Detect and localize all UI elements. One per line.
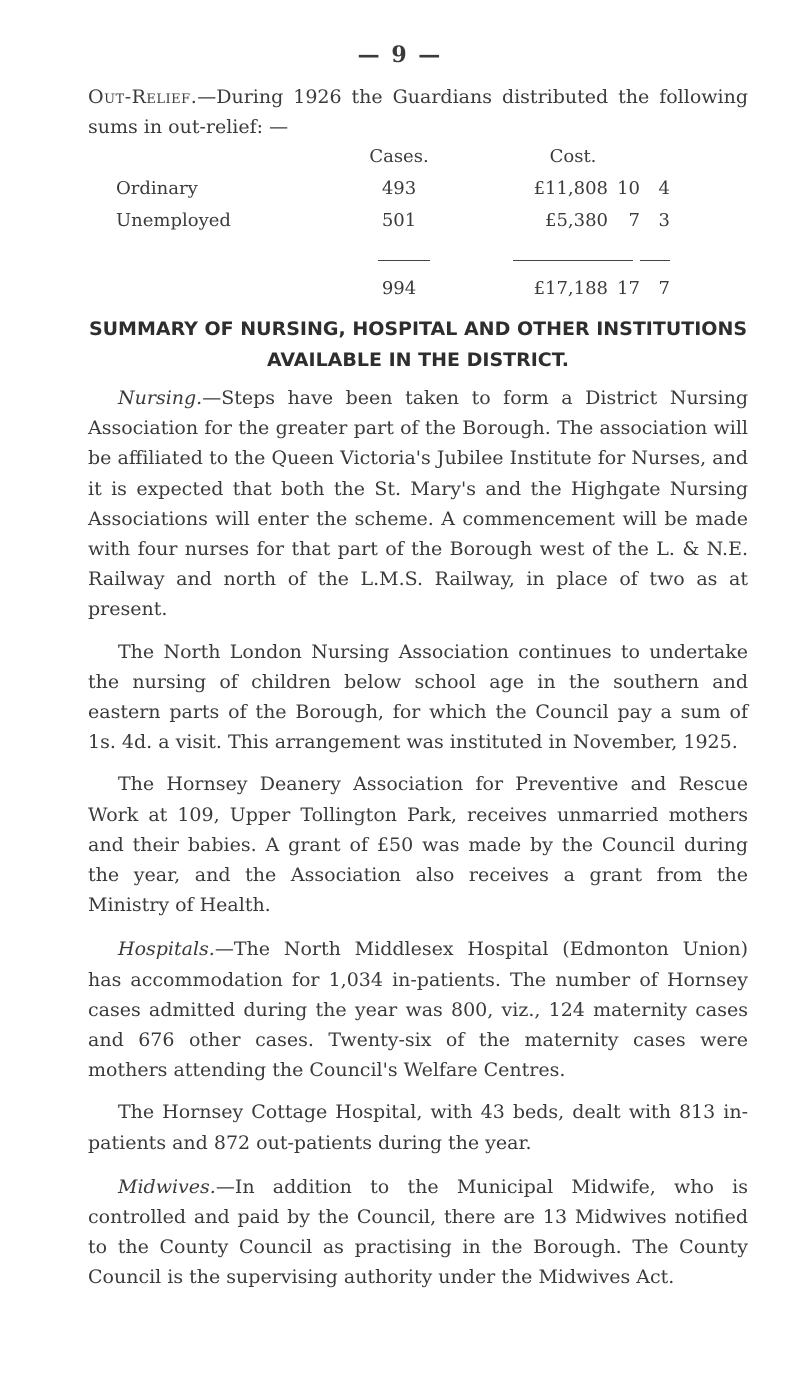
- row-shillings: 10: [617, 178, 640, 199]
- cases-total-rule: [378, 260, 430, 261]
- row-pounds: £11,808: [533, 178, 608, 199]
- row-cases: 501: [381, 210, 417, 231]
- north-london-paragraph: The North London Nursing Association continues to undertake the nursing of children below school age in the southern and eastern parts of the Borough, for which the Council pay a sum of 1s. 4d. a visit. This arrangement was instituted in November, 1925.: [88, 640, 748, 754]
- hospitals-paragraph: [88, 934, 748, 1085]
- total-rules-row: [88, 242, 748, 278]
- nursing-lead: Nursing.: [118, 387, 203, 409]
- hospitals-text: —The North Middlesex Hospital (Edmonton Union) has accommodation for 1,034 in-patients. The number of Hornsey cases admitted during the year was 800, viz., 124 maternity cases and 676 other cases. Twenty-six of the maternity cases were mothers attending the Council's Welfare Centres.: [88, 938, 748, 1082]
- page-number: — 9 —: [357, 42, 443, 68]
- out-relief-table: [88, 146, 748, 310]
- total-shillings: 17: [617, 278, 640, 299]
- row-pence: 4: [658, 178, 670, 199]
- row-cases: 493: [381, 178, 417, 199]
- out-relief-text: —During 1926 the Guardians distributed the following sums in out-relief: —: [88, 86, 748, 138]
- pounds-total-rule: [513, 260, 633, 261]
- out-relief-intro: [88, 82, 748, 142]
- cases-column-header: Cases.: [369, 146, 429, 167]
- row-pounds: £5,380: [545, 210, 608, 231]
- body-text: [88, 383, 748, 1305]
- midwives-lead: Midwives.: [118, 1175, 216, 1198]
- midwives-paragraph: [88, 1172, 748, 1293]
- out-relief-lead: Out-Relief.: [88, 86, 198, 108]
- total-pounds: £17,188: [533, 278, 608, 299]
- table-row: [88, 178, 748, 210]
- midwives-text: —In addition to the Municipal Midwife, who is controlled and paid by the Council, there are 13 Midwives notified to the County Council as practising in the Borough. The County Council is the supervising authority under the Midwives Act.: [88, 1175, 748, 1289]
- cost-column-header: Cost.: [549, 146, 597, 167]
- summary-heading: SUMMARY OF NURSING, HOSPITAL AND OTHER INSTITUTIONS AVAILABLE IN THE DISTRICT.: [88, 318, 748, 371]
- row-label: Ordinary: [116, 178, 198, 199]
- table-row: [88, 210, 748, 242]
- pence-total-rule: [640, 260, 670, 261]
- table-header-row: [88, 146, 748, 178]
- row-label: Unemployed: [116, 210, 231, 231]
- total-pence: 7: [658, 278, 670, 299]
- nursing-paragraph: [88, 383, 748, 625]
- row-pence: 3: [658, 210, 670, 231]
- table-total-row: [88, 278, 748, 310]
- cottage-hospital-paragraph: The Hornsey Cottage Hospital, with 43 beds, dealt with 813 in-patients and 872 out-patients during the year.: [88, 1101, 748, 1154]
- hospitals-lead: Hospitals.: [118, 938, 215, 961]
- row-shillings: 7: [628, 210, 640, 231]
- total-cases: 994: [381, 278, 417, 299]
- nursing-text: —Steps have been taken to form a District Nursing Association for the greater part of the Borough. The association will be affiliated to the Queen Victoria's Jubilee Institute for Nurses, and it is expected that both the St. Mary's and the Highgate Nursing Associations will enter the scheme. A commencement will be made with four nurses for that part of the Borough west of the L. & N.E. Railway and north of the L.M.S. Railway, in place of two as at present.: [88, 387, 748, 621]
- hornsey-deanery-paragraph: The Hornsey Deanery Association for Preventive and Rescue Work at 109, Upper Tollington Park, receives unmarried mothers and their babies. A grant of £50 was made by the Council during the year, and the Association also receives a grant from the Ministry of Health.: [88, 773, 748, 917]
